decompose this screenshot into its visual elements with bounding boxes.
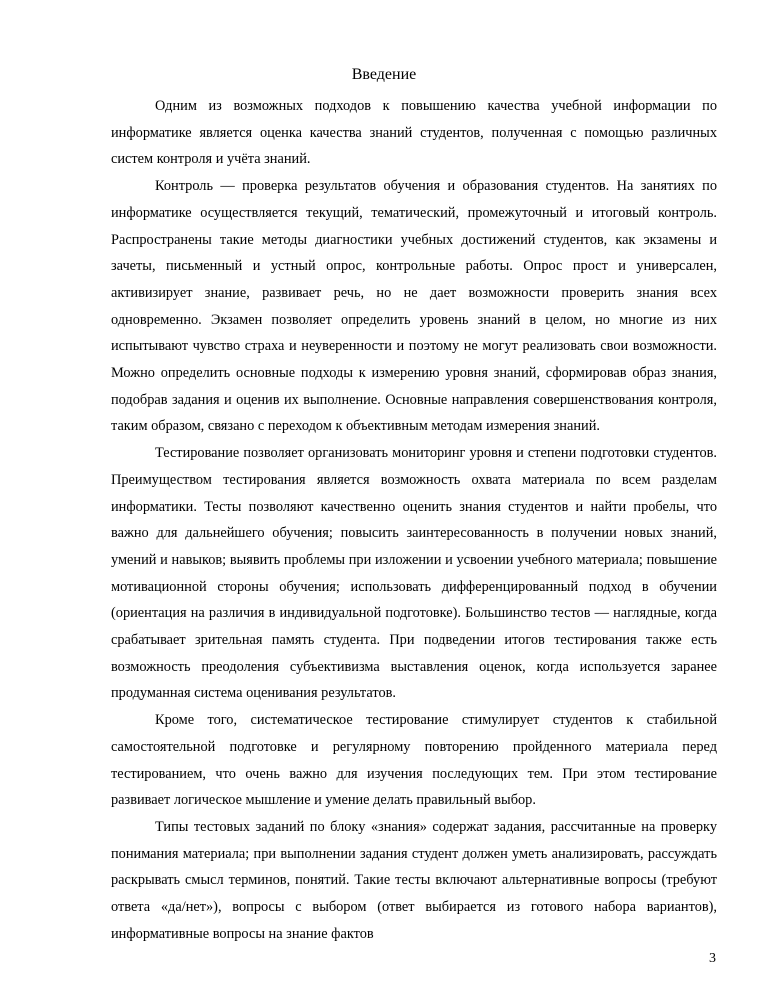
body-text [111,93,717,948]
paragraph-4: Кроме того, систематическое тестирование стимулирует студентов к стабильной самостоятельной подготовке и регулярному повторению пройденного материала перед тестированием, что очень важно для изучения последующих тем. При этом тестирование развивает логическое мышление и умение делать правильный выбор. [111,712,717,809]
page-number: 3 [709,951,716,966]
paragraph-5: Типы тестовых заданий по блоку «знания» содержат задания, рассчитанные на проверку понимания материала; при выполнении задания студент должен уметь анализировать, рассуждать раскрывать смысл терминов, понятий. Такие тесты включают альтернативные вопросы (требуют ответа «да/нет»), вопросы с выбором (ответ выбирается из готового набора вариантов), информативные вопросы на знание фактов [111,818,717,942]
paragraph-2: Контроль — проверка результатов обучения и образования студентов. На занятиях по информатике осуществляется текущий, тематический, промежуточный и итоговый контроль. Распространены такие методы диагностики учебных достижений студентов, как экзамены и зачеты, письменный и устный опрос, контрольные работы. Опрос прост и универсален, активизирует знание, развивает речь, но не дает возможности проверить знания всех одновременно. Экзамен позволяет определить уровень знаний в целом, но многие из них испытывают чувство страха и неуверенности и поэтому не могут реализовать свои возможности. Можно определить основные подходы к измерению уровня знаний, сформировав образ знания, подобрав задания и оценив их выполнение. Основные направления совершенствования контроля, таким образом, связано с переходом к объективным методам измерения знаний. [111,178,717,435]
paragraph-1: Одним из возможных подходов к повышению качества учебной информации по информатике является оценка качества знаний студентов, полученная с помощью различных систем контроля и учёта знаний. [111,98,717,168]
page-title: Введение [351,66,417,83]
paragraph-3: Тестирование позволяет организовать мониторинг уровня и степени подготовки студентов. Преимуществом тестирования является возможность охвата материала по всем разделам информатики. Тесты позволяют качественно оценить знания студентов и найти пробелы, что важно для дальнейшего обучения; повысить заинтересованность в получении новых знаний, умений и навыков; выявить проблемы при изложении и усвоении учебного материала; повышение мотивационной стороны обучения; использовать дифференцированный подход в обучении (ориентация на различия в индивидуальной подготовке). Большинство тестов — наглядные, когда срабатывает зрительная память студента. При подведении итогов тестирования также есть возможность преодоления субъективизма выставления оценок, когда используется заранее продуманная система оценивания результатов. [111,445,717,702]
